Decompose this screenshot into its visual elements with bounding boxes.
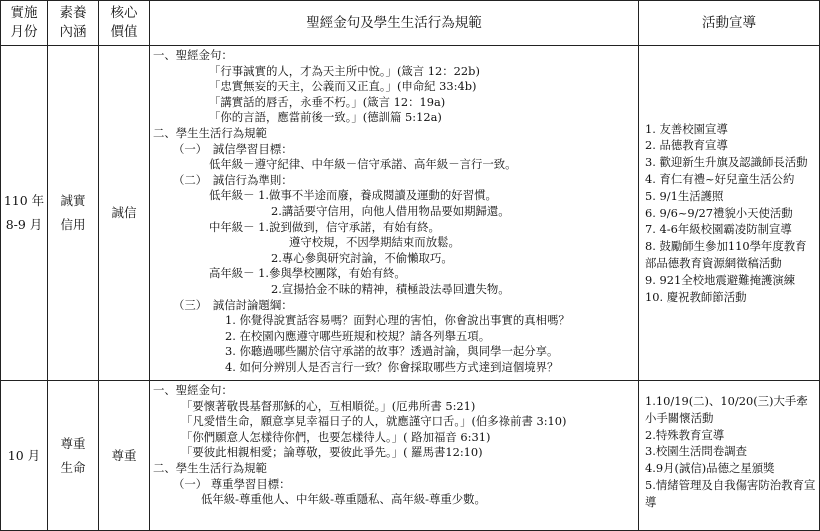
- verse-line: 「講實話的唇舌，永垂不朽。」(箴言 12：19a): [209, 94, 446, 109]
- norms-line: 2.宣揚拾金不昧的精神，積極設法尋回遺失物。: [271, 281, 510, 296]
- header-activities: 活動宣導: [639, 1, 820, 46]
- activities-cell: [639, 46, 820, 381]
- norms-line: 2.講話要守信用，向他人借用物品要如期歸還。: [271, 203, 510, 218]
- activity-item: 8. 鼓勵師生參加110學年度教育部品德教育資源網徵稿活動: [645, 239, 807, 270]
- activity-item: 6. 9/6~9/27禮貌小天使活動: [645, 205, 793, 220]
- activity-item: 10. 慶祝教師節活動: [645, 289, 747, 304]
- norms-cell: [150, 46, 639, 381]
- header-core-value: 核心 價值: [99, 1, 150, 46]
- core-value-cell: 尊重: [99, 381, 150, 531]
- verse-line: 「行事誠實的人，才為天主所中悅。」(箴言 12：22b): [209, 63, 480, 78]
- norms-line: 低年級-尊重他人、中年級-尊重隱私、高年級-尊重少數。: [201, 492, 486, 507]
- activity-item: 5.情緒管理及自我傷害防治教育宣導: [645, 477, 816, 509]
- norms-cell: [150, 381, 639, 531]
- header-literacy: 素養 內涵: [48, 1, 99, 46]
- norms-line: 二、學生生活行為規範: [153, 125, 267, 140]
- norms-line: 遵守校規，不因學期結束而放鬆。: [289, 235, 460, 250]
- activity-item: 3.校園生活問卷調查: [645, 444, 747, 459]
- verse-line: 「你的言語，應當前後一致。」(德訓篇 5:12a): [209, 110, 442, 125]
- norms-line: 低年級－遵守紀律、中年級－信守承諾、高年級－言行一致。: [209, 157, 517, 172]
- table-header-row: [1, 1, 820, 46]
- norms-line: 一、聖經金句：: [153, 383, 233, 397]
- discussion-line: 4. 如何分辨別人是否言行一致？你會採取哪些方式達到這個境界？: [225, 359, 559, 374]
- norms-line: （三） 誠信討論題綱：: [173, 297, 293, 312]
- discussion-line: 1. 你覺得說實話容易嗎？面對心理的害怕，你會說出事實的真相嗎？: [225, 313, 570, 328]
- literacy-cell: 尊重 生命: [48, 381, 99, 531]
- month-cell: 10 月: [1, 381, 48, 531]
- norms-line: 低年級－ 1.做事不半途而廢，養成閱讀及運動的好習慣。: [209, 188, 497, 203]
- norms-line: （二） 誠信行為準則：: [173, 172, 293, 187]
- activity-item: 2.特殊教育宣導: [645, 427, 725, 442]
- activity-item: 4.9月(誠信)品德之星頒獎: [645, 461, 775, 476]
- month-cell: 110 年 8-9 月: [1, 46, 48, 381]
- norms-line: 中年級－ 1.說到做到，信守承諾，有始有終。: [209, 219, 440, 234]
- discussion-line: 3. 你聽過哪些關於信守承諾的故事？透過討論，與同學一起分享。: [225, 344, 559, 359]
- activity-item: 7. 4-6年級校園霸凌防制宣導: [645, 222, 792, 237]
- table-row: [1, 46, 820, 381]
- verse-line: 「要懷著敬畏基督那穌的心，互相順從。」(厄弗所書 5:21): [181, 398, 476, 413]
- activity-item: 5. 9/1生活護照: [645, 188, 724, 203]
- norms-line: （一） 誠信學習目標：: [173, 141, 293, 156]
- activity-item: 1. 友善校園宣導: [645, 121, 728, 136]
- activity-item: 2. 品德教育宣導: [645, 138, 728, 153]
- table-row: [1, 381, 820, 531]
- activity-item: 1.10/19(二)、10/20(三)大手牽小手關懷活動: [645, 394, 808, 425]
- verse-line: 「你們願意人怎樣待你們，也要怎樣待人。」( 路加福音 6:31): [181, 429, 491, 444]
- header-month: 實施 月份: [1, 1, 48, 46]
- norms-line: 二、學生生活行為規範: [153, 460, 267, 475]
- activity-item: 4. 育仁有禮~好兒童生活公約: [645, 172, 795, 186]
- norms-line: 一、聖經金句：: [153, 48, 233, 62]
- norms-line: 2.專心參與研究討論，不偷懶取巧。: [271, 250, 453, 265]
- verse-line: 「凡愛惜生命，願意享見幸福日子的人，就應謹守口舌。」(伯多祿前書 3:10): [181, 414, 567, 429]
- activities-cell: [639, 381, 820, 531]
- literacy-cell: 誠實 信用: [48, 46, 99, 381]
- activity-item: 9. 921全校地震避難掩護演練: [645, 272, 796, 287]
- verse-line: 「要彼此相親相愛；論尊敬，要彼此爭先。」( 羅馬書12:10): [181, 445, 483, 460]
- activity-item: 3. 歡迎新生升旗及認識師長活動: [645, 155, 808, 170]
- norms-line: 高年級－ 1.參與學校團隊，有始有終。: [209, 266, 406, 281]
- discussion-line: 2. 在校園內應遵守哪些班規和校規？請各列舉五項。: [225, 328, 491, 343]
- core-value-cell: 誠信: [99, 46, 150, 381]
- verse-line: 「忠實無妄的天主，公義而又正直。」(申命紀 33:4b): [209, 79, 477, 94]
- header-norms: 聖經金句及學生生活行為規範: [150, 1, 639, 46]
- norms-line: （一） 尊重學習目標：: [173, 476, 291, 491]
